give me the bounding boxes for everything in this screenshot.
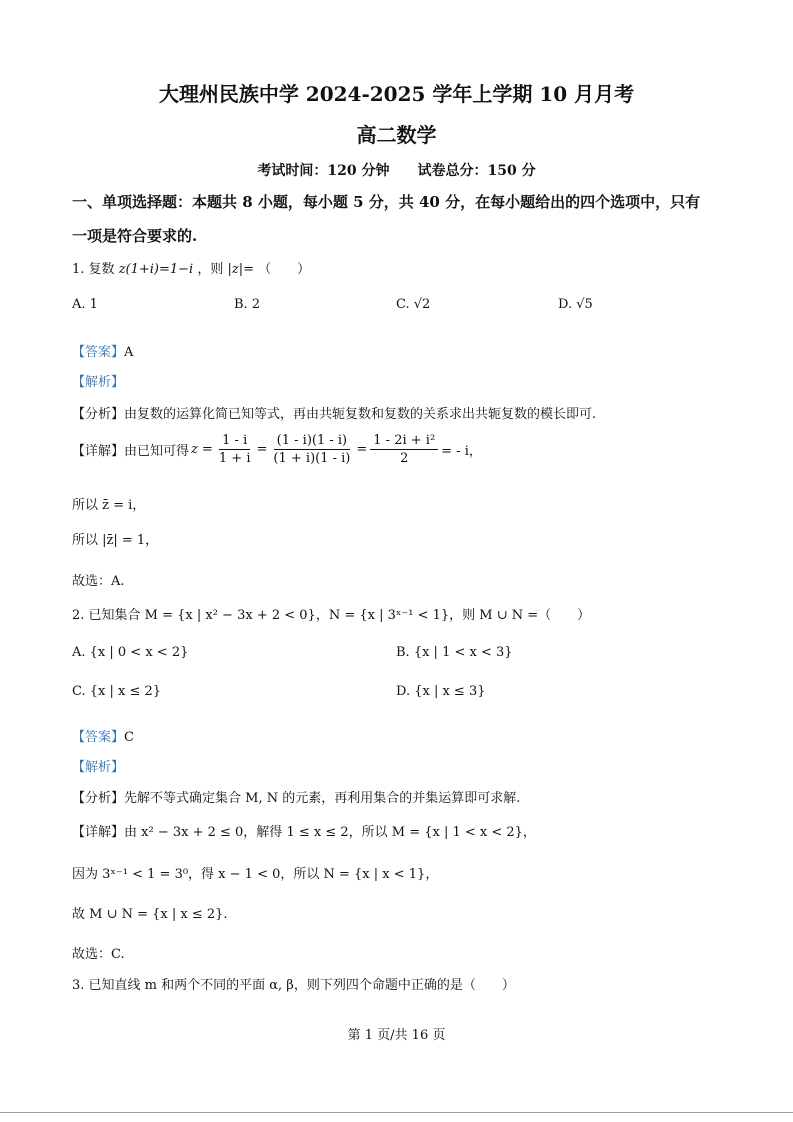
q1-option-d: D. √5 bbox=[558, 297, 593, 312]
q2-fenxi-line bbox=[72, 787, 520, 806]
exam-subject: 高二数学 bbox=[356, 123, 437, 147]
q1-choose: 故选：A. bbox=[72, 574, 125, 589]
fraction-2 bbox=[270, 432, 353, 467]
fenxi-tag: 【分析】 bbox=[72, 791, 125, 806]
q1-detail-z: z = bbox=[191, 442, 213, 457]
q1-detail-prefix: 由已知可得 bbox=[124, 444, 190, 459]
section-heading-line1: 一、单项选择题：本题共 8 小题，每小题 5 分，共 40 分，在每小题给出的四个选项中，只有 bbox=[72, 193, 701, 211]
q1-answer: A bbox=[124, 345, 134, 360]
q1-detail-end: = - i， bbox=[441, 444, 482, 459]
q2-analysis-tag: 【解析】 bbox=[72, 760, 125, 775]
q2-choose: 故选：C. bbox=[72, 947, 125, 962]
q1-detail-line2: 所以 z̄ = i， bbox=[72, 498, 146, 513]
q2-detail-line3: 故 M ∪ N = {x | x ≤ 2}. bbox=[72, 907, 228, 922]
q1-analysis-tag: 【解析】 bbox=[72, 375, 125, 390]
q2-option-b: B. {x | 1 < x < 3} bbox=[396, 645, 513, 660]
fraction-2-numerator: (1 - i)(1 - i) bbox=[274, 432, 350, 450]
fraction-2-denominator: (1 + i)(1 - i) bbox=[273, 451, 351, 466]
q2-detail-line1 bbox=[72, 821, 536, 840]
q1-detail-line3: 所以 |z̄| = 1， bbox=[72, 533, 159, 548]
q2-option-a: A. {x | 0 < x < 2} bbox=[72, 645, 189, 660]
q2-fenxi: 先解不等式确定集合 M, N 的元素，再利用集合的并集运算即可求解. bbox=[124, 791, 521, 806]
q1-stem-prefix: 1. 复数 bbox=[72, 262, 115, 277]
exam-title: 大理州民族中学 2024-2025 学年上学期 10 月月考 bbox=[158, 82, 635, 106]
fraction-1-numerator: 1 - i bbox=[219, 432, 250, 450]
fenxi-tag: 【分析】 bbox=[72, 407, 125, 422]
section-heading-line2: 一项是符合要求的. bbox=[72, 227, 198, 245]
q2-answer-line bbox=[72, 726, 134, 745]
q1-stem bbox=[72, 258, 310, 277]
q2-answer: C bbox=[124, 730, 134, 745]
q1-stem-mid: ，则 bbox=[197, 262, 224, 277]
q1-detail-line: 【详解】 由已知可得 z = $\frac{1 - i}{1 + i}$ = $\frac{(1 - i)(1 - i)}{(1 + i)(1 - i)}$ = $\frac{\text{1 - 2i + i²}}{2}$ = - i， bbox=[72, 433, 482, 466]
q2-option-c: C. {x | x ≤ 2} bbox=[72, 684, 162, 699]
fraction-3 bbox=[370, 432, 438, 467]
q1-stem-math2: |z|= bbox=[227, 262, 255, 277]
q1-fenxi-line bbox=[72, 403, 596, 422]
fraction-3-numerator: 1 - 2i + i² bbox=[370, 432, 438, 450]
q1-option-b: B. 2 bbox=[234, 297, 261, 312]
detail-tag: 【详解】 bbox=[72, 444, 125, 459]
q2-option-d: D. {x | x ≤ 3} bbox=[396, 684, 486, 699]
exam-info: 考试时间：120 分钟 试卷总分：150 分 bbox=[257, 163, 536, 179]
answer-tag: 【答案】 bbox=[72, 730, 125, 745]
q1-stem-suffix: （ ） bbox=[258, 262, 311, 277]
answer-tag: 【答案】 bbox=[72, 345, 125, 360]
fraction-1-denominator: 1 + i bbox=[218, 451, 251, 466]
q2-detail-line2: 因为 3ˣ⁻¹ < 1 = 3⁰，得 x − 1 < 0，所以 N = {x | x < 1}， bbox=[72, 867, 439, 882]
q1-fenxi: 由复数的运算化简已知等式，再由共轭复数和复数的关系求出共轭复数的模长即可. bbox=[124, 407, 597, 422]
fraction-1 bbox=[216, 432, 254, 467]
q1-option-a: A. 1 bbox=[72, 297, 98, 312]
bottom-divider bbox=[0, 1112, 793, 1113]
q2-detail1: 由 x² − 3x + 2 ≤ 0，解得 1 ≤ x ≤ 2，所以 M = {x | 1 < x < 2}， bbox=[124, 825, 536, 840]
detail-tag: 【详解】 bbox=[72, 825, 125, 840]
q2-stem: 2. 已知集合 M = {x | x² − 3x + 2 < 0}，N = {x | 3ˣ⁻¹ < 1}，则 M ∪ N =（ ） bbox=[72, 608, 591, 623]
q1-option-c: C. √2 bbox=[396, 297, 431, 312]
q1-answer-line bbox=[72, 341, 133, 360]
page-number: 第 1 页/共 16 页 bbox=[347, 1028, 446, 1043]
fraction-3-denominator: 2 bbox=[400, 451, 409, 466]
q3-stem: 3. 已知直线 m 和两个不同的平面 α, β，则下列四个命题中正确的是（ ） bbox=[72, 978, 515, 993]
q1-stem-math: z(1+i)=1−i bbox=[118, 262, 194, 277]
